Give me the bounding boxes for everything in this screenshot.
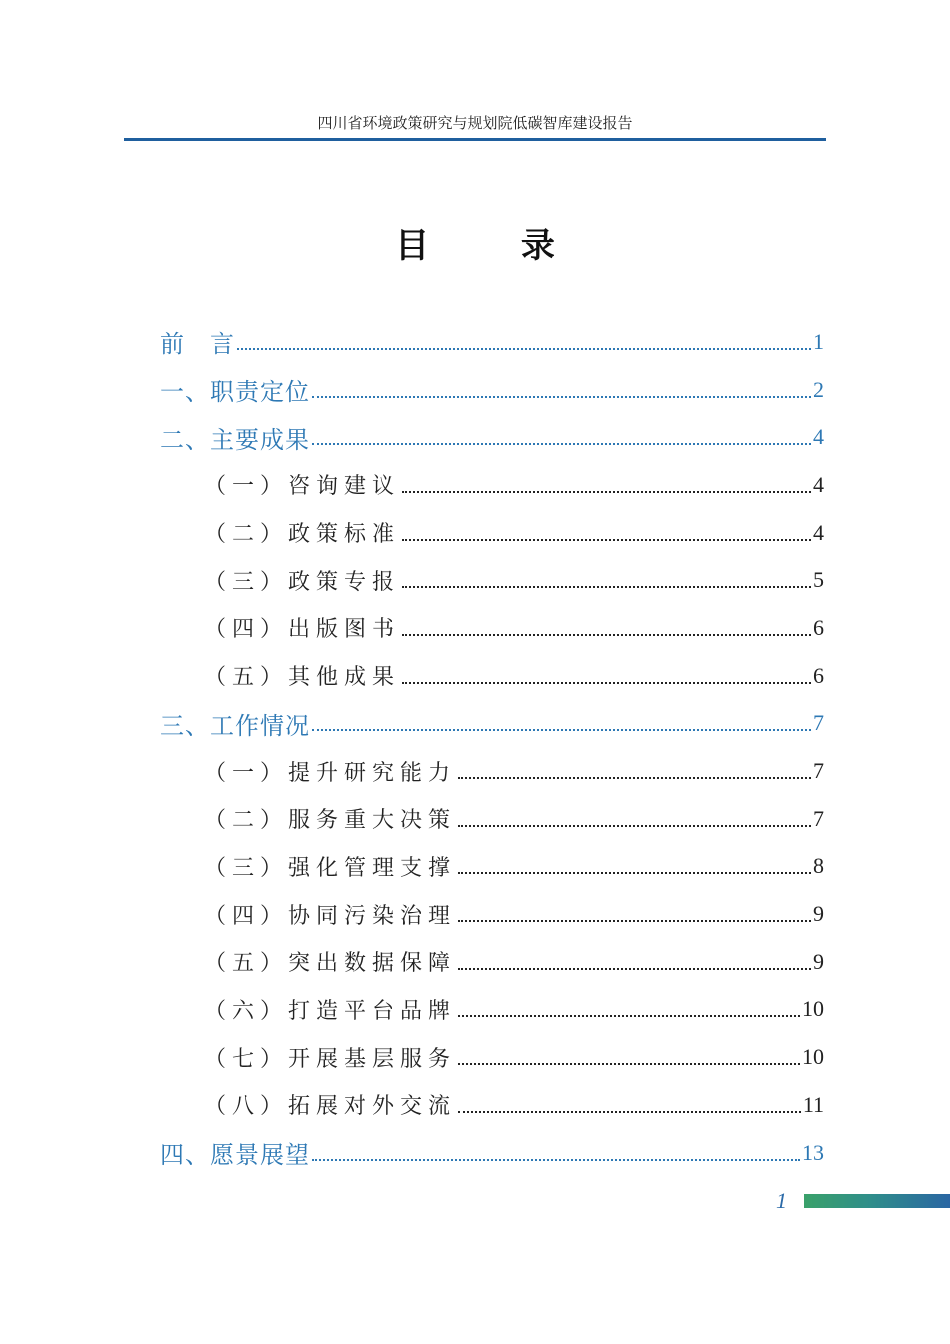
toc-leader-dots bbox=[458, 968, 811, 970]
table-of-contents bbox=[160, 318, 824, 1176]
toc-entry-page: 4 bbox=[813, 424, 824, 450]
toc-entry[interactable] bbox=[160, 1081, 824, 1129]
toc-entry[interactable] bbox=[160, 1129, 824, 1177]
toc-entry-page: 4 bbox=[813, 471, 824, 497]
toc-leader-dots bbox=[458, 825, 811, 827]
toc-entry-label: （六）打造平台品牌 bbox=[204, 998, 457, 1024]
toc-entry[interactable] bbox=[160, 747, 824, 795]
toc-entry-label: （五）突出数据保障 bbox=[204, 951, 457, 977]
toc-leader-dots bbox=[458, 1111, 801, 1113]
toc-entry-page: 9 bbox=[813, 901, 824, 927]
header-rule bbox=[124, 138, 826, 141]
toc-entry[interactable] bbox=[160, 318, 824, 366]
toc-leader-dots bbox=[312, 396, 811, 398]
toc-entry[interactable] bbox=[160, 604, 824, 652]
toc-entry-page: 9 bbox=[813, 948, 824, 974]
toc-entry-label: 四、愿景展望 bbox=[160, 1141, 310, 1170]
toc-entry-page: 8 bbox=[813, 853, 824, 879]
toc-leader-dots bbox=[402, 539, 811, 541]
toc-entry-label: （三）强化管理支撑 bbox=[204, 855, 457, 881]
toc-leader-dots bbox=[458, 920, 811, 922]
toc-leader-dots bbox=[312, 729, 811, 731]
toc-entry-page: 5 bbox=[813, 567, 824, 593]
toc-entry-label: 一、职责定位 bbox=[160, 378, 310, 407]
footer-decoration-bar bbox=[804, 1194, 950, 1208]
toc-entry[interactable] bbox=[160, 556, 824, 604]
toc-leader-dots bbox=[458, 1063, 800, 1065]
toc-entry[interactable] bbox=[160, 795, 824, 843]
toc-entry[interactable] bbox=[160, 652, 824, 700]
toc-entry[interactable] bbox=[160, 843, 824, 891]
toc-entry-page: 11 bbox=[802, 1091, 824, 1117]
toc-entry[interactable] bbox=[160, 938, 824, 986]
toc-entry-label: （五）其他成果 bbox=[204, 665, 401, 691]
toc-entry-page: 4 bbox=[813, 519, 824, 545]
toc-entry-label: 二、主要成果 bbox=[160, 425, 310, 454]
toc-leader-dots bbox=[458, 872, 811, 874]
toc-leader-dots bbox=[237, 348, 811, 350]
toc-entry-label: 三、工作情况 bbox=[160, 711, 310, 740]
toc-entry-page: 7 bbox=[813, 805, 824, 831]
toc-entry[interactable] bbox=[160, 890, 824, 938]
toc-entry[interactable] bbox=[160, 413, 824, 461]
toc-entry[interactable] bbox=[160, 1033, 824, 1081]
toc-entry-label: （四）协同污染治理 bbox=[204, 903, 457, 929]
toc-entry-page: 10 bbox=[802, 1044, 824, 1070]
toc-leader-dots bbox=[458, 777, 811, 779]
toc-entry-page: 13 bbox=[802, 1139, 824, 1165]
toc-entry-page: 2 bbox=[813, 376, 824, 402]
toc-entry[interactable] bbox=[160, 366, 824, 414]
page-title: 目 录 bbox=[395, 226, 595, 266]
toc-leader-dots bbox=[402, 491, 811, 493]
toc-leader-dots bbox=[402, 682, 811, 684]
toc-leader-dots bbox=[402, 586, 811, 588]
toc-entry-label: （二）政策标准 bbox=[204, 522, 401, 548]
toc-leader-dots bbox=[458, 1015, 800, 1017]
toc-entry[interactable] bbox=[160, 509, 824, 557]
toc-entry-page: 7 bbox=[813, 710, 824, 736]
toc-entry-page: 6 bbox=[813, 662, 824, 688]
toc-entry-label: （七）开展基层服务 bbox=[204, 1046, 457, 1072]
toc-leader-dots bbox=[312, 443, 811, 445]
page-number: 1 bbox=[776, 1188, 787, 1213]
toc-leader-dots bbox=[402, 634, 811, 636]
toc-entry-label: （三）政策专报 bbox=[204, 569, 401, 595]
toc-leader-dots bbox=[312, 1159, 800, 1161]
toc-entry[interactable] bbox=[160, 986, 824, 1034]
toc-entry-label: 前 言 bbox=[160, 330, 235, 359]
toc-entry-label: （八）拓展对外交流 bbox=[204, 1094, 457, 1120]
toc-entry-label: （一）提升研究能力 bbox=[204, 760, 457, 786]
toc-entry-label: （二）服务重大决策 bbox=[204, 808, 457, 834]
toc-entry-page: 7 bbox=[813, 758, 824, 784]
toc-entry-label: （一）咨询建议 bbox=[204, 474, 401, 500]
running-header: 四川省环境政策研究与规划院低碳智库建设报告 bbox=[317, 114, 633, 132]
toc-entry-page: 1 bbox=[813, 328, 824, 354]
toc-entry-label: （四）出版图书 bbox=[204, 617, 401, 643]
toc-entry-page: 6 bbox=[813, 614, 824, 640]
toc-entry[interactable] bbox=[160, 700, 824, 748]
toc-entry[interactable] bbox=[160, 461, 824, 509]
toc-entry-page: 10 bbox=[802, 996, 824, 1022]
